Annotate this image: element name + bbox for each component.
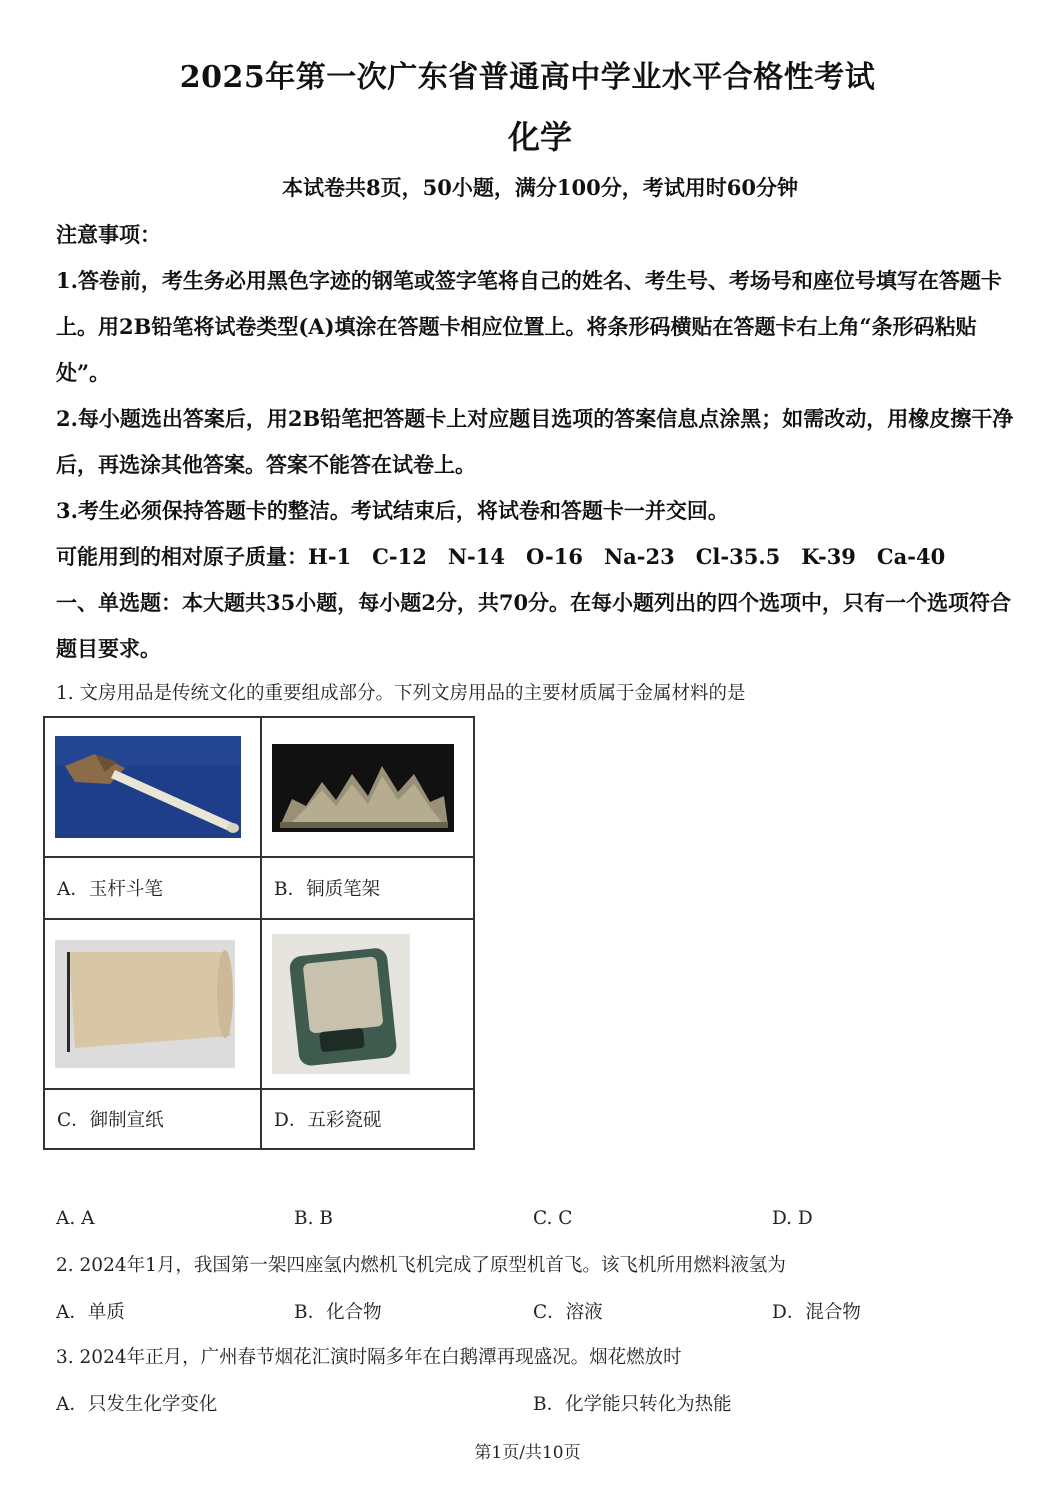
exam-meta: 本试卷共8页，50小题，满分100分，考试用时60分钟	[282, 175, 798, 200]
q2-option-c[interactable]: C．溶液	[533, 1302, 603, 1323]
notice-item-2: 2.每小题选出答案后，用2B铅笔把答题卡上对应题目选项的答案信息点涂黑；如需改动，用橡皮擦干净后，再选涂其他答案。答案不能答在试卷上。	[56, 406, 1014, 477]
subject-title: 化学	[507, 118, 572, 156]
q1-option-d[interactable]: D. D	[772, 1208, 813, 1229]
option-label-c: C．御制宣纸	[44, 1089, 261, 1149]
notice-item-3: 3.考生必须保持答题卡的整洁。考试结束后，将试卷和答题卡一并交回。	[56, 498, 729, 523]
copper-brush-rest-image	[272, 744, 454, 832]
q2-option-d[interactable]: D．混合物	[772, 1302, 861, 1323]
question-3-stem: 3. 2024年正月，广州春节烟花汇演时隔多年在白鹅潭再现盛况。烟花燃放时	[56, 1347, 682, 1368]
q3-option-b[interactable]: B．化学能只转化为热能	[533, 1394, 732, 1415]
atomic-masses: 可能用到的相对原子质量：H-1 C-12 N-14 O-16 Na-23 Cl-35.5 K-39 Ca-40	[56, 544, 946, 569]
q1-option-c[interactable]: C. C	[533, 1208, 573, 1229]
porcelain-inkstone-image	[272, 934, 410, 1074]
q3-option-a[interactable]: A．只发生化学变化	[56, 1394, 218, 1415]
xuan-paper-image	[55, 940, 235, 1068]
option-label-a: A．玉杆斗笔	[44, 857, 261, 919]
image-cell-b	[261, 717, 474, 857]
section-heading: 一、单选题：本大题共35小题，每小题2分，共70分。在每小题列出的四个选项中，只有一个选项符合题目要求。	[56, 590, 1012, 661]
question-1-table	[43, 716, 475, 1150]
q1-option-b[interactable]: B. B	[294, 1208, 333, 1229]
page-number: 第1页/共10页	[474, 1443, 581, 1463]
q1-option-a[interactable]: A. A	[56, 1208, 95, 1229]
question-2-stem: 2. 2024年1月，我国第一架四座氢内燃机飞机完成了原型机首飞。该飞机所用燃料液氢为	[56, 1255, 786, 1276]
notice-item-1: 1.答卷前，考生务必用黑色字迹的钢笔或签字笔将自己的姓名、考生号、考场号和座位号填写在答题卡上。用2B铅笔将试卷类型(A)填涂在答题卡相应位置上。将条形码横贴在答题卡右上角“条形码粘贴处”。	[56, 268, 1002, 385]
exam-title: 2025年第一次广东省普通高中学业水平合格性考试	[179, 60, 876, 95]
option-label-d: D．五彩瓷砚	[261, 1089, 474, 1149]
image-cell-d	[261, 919, 474, 1089]
option-label-b: B．铜质笔架	[261, 857, 474, 919]
image-cell-a	[44, 717, 261, 857]
image-cell-c	[44, 919, 261, 1089]
question-1-stem: 1. 文房用品是传统文化的重要组成部分。下列文房用品的主要材质属于金属材料的是	[56, 683, 746, 704]
q2-option-a[interactable]: A．单质	[56, 1302, 125, 1323]
notice-heading: 注意事项：	[56, 222, 161, 247]
jade-brush-image	[55, 736, 241, 838]
q2-option-b[interactable]: B．化合物	[294, 1302, 382, 1323]
